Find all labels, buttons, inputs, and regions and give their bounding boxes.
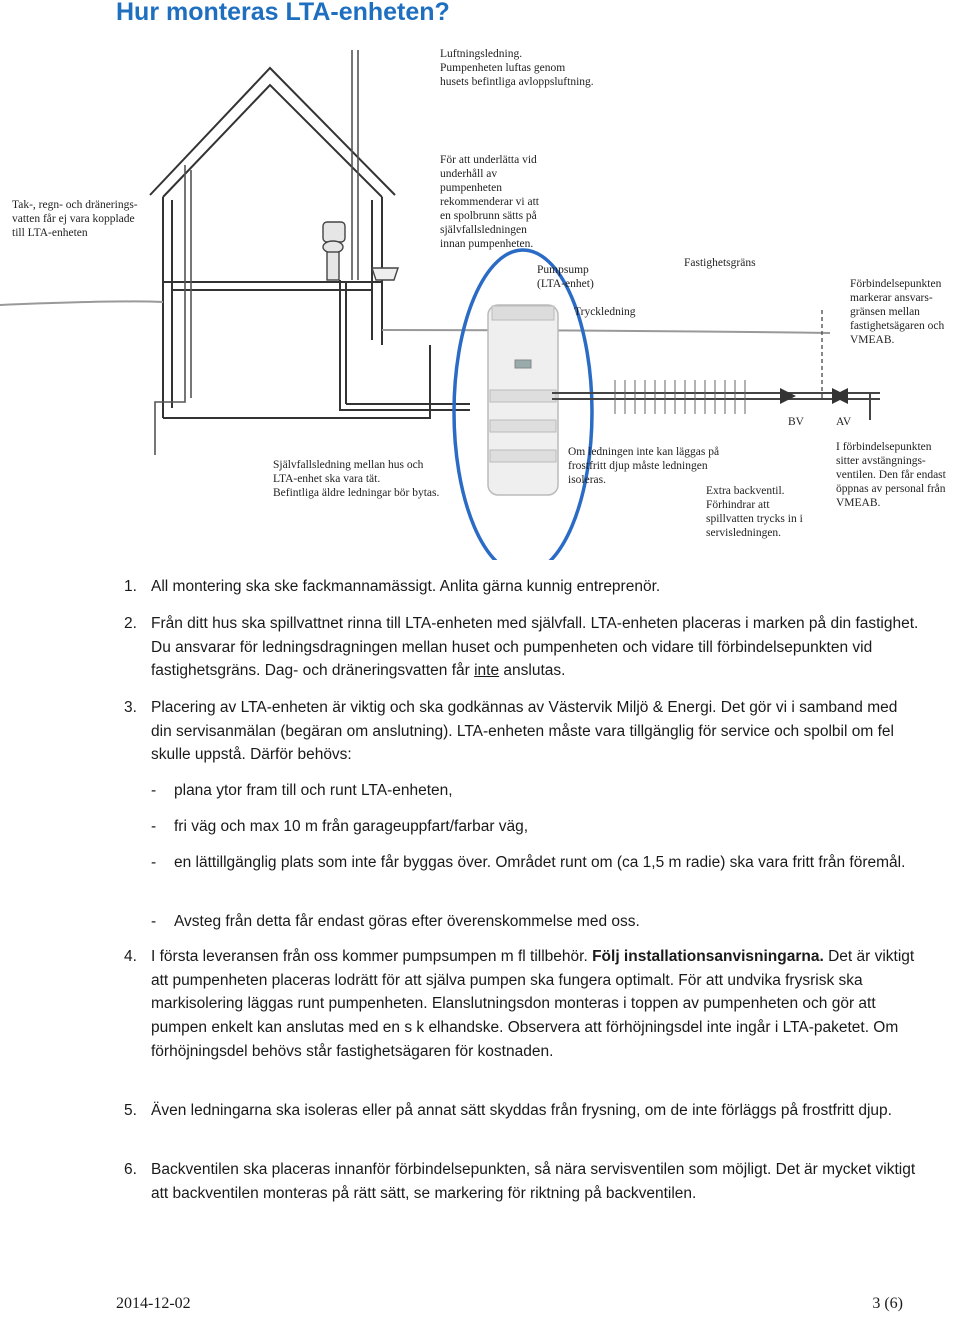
dash-mark: - <box>151 854 157 871</box>
item-text: Även ledningarna ska isoleras eller på annat sätt skyddas från frysning, om de inte förläggs på frostfritt djup. <box>151 1102 892 1119</box>
item-text: Från ditt hus ska spillvattnet rinna till LTA-enheten med självfall. LTA-enheten placeras i marken på din fastighet. Du ansvarar för ledningsdragningen mellan huset och pumpenheten och vidare till förbindelsepunkten vid fastighetsgräns. Dag- och dräneringsvatten får <box>151 615 919 680</box>
list-item-4 <box>124 945 921 1064</box>
footer-page-number: 3 (6) <box>872 1295 903 1312</box>
label-ex-4: servisledningen. <box>706 527 782 539</box>
requirement-item <box>151 851 911 875</box>
house-outline <box>150 68 430 418</box>
label-fp-2: markerar ansvars- <box>850 292 933 304</box>
list-item-5 <box>124 1099 921 1123</box>
label-om-1: Om ledningen inte kan läggas på <box>568 446 720 458</box>
valve-icon <box>780 388 848 404</box>
item-number: 2. <box>124 615 137 632</box>
label-forr-4: rekommenderar vi att <box>440 196 539 208</box>
ground-line <box>0 301 830 333</box>
label-fp-9: öppnas av personal från <box>836 483 946 495</box>
label-fast: Fastighetsgräns <box>684 257 756 269</box>
label-bv: BV <box>788 416 804 428</box>
label-forr-1: För att underlätta vid <box>440 154 537 166</box>
diagram-labels <box>12 48 947 539</box>
label-luft-2: Pumpenheten luftas genom <box>440 62 566 74</box>
label-pump-1: Pumpsump <box>537 264 589 276</box>
item-number: 6. <box>124 1161 137 1178</box>
dash-mark: - <box>151 782 157 799</box>
item-text-end: Det är viktigt att pumpenheten placeras lodrätt för att själva pumpen ska fungera optimalt. För att undvika frysrisk ska markisolering läggas runt pumpenheten. Elanslutningsdon monteras i toppen av pumpenheten och gör att pumpen enkelt kan anslutas med en s k elhandske. Observera att förhöjningsdel inte ingår i LTA-paketet. Om förhöjningsdel behövs står fastighetsägaren för kostnaden. <box>151 948 915 1060</box>
label-ex-1: Extra backventil. <box>706 485 785 497</box>
item-text-end: anslutas. <box>499 662 566 680</box>
label-forr-3: pumpenheten <box>440 182 502 194</box>
item-number: 1. <box>124 578 137 595</box>
pump-unit <box>488 305 558 495</box>
label-fp-5: VMEAB. <box>850 334 895 346</box>
label-fp-1: Förbindelsepunkten <box>850 278 942 290</box>
label-fp-3: gränsen mellan <box>850 306 920 318</box>
label-forr-6: självfallsledningen <box>440 224 527 236</box>
requirement-item <box>151 910 911 934</box>
dash-mark: - <box>151 913 157 930</box>
footer-date: 2014-12-02 <box>116 1295 191 1312</box>
item-number: 4. <box>124 948 137 965</box>
label-self-2: LTA-enhet ska vara tät. <box>273 473 381 485</box>
vent-pipe <box>352 50 358 280</box>
item-text-underlined: inte <box>474 662 500 680</box>
label-fp-8: ventilen. Den får endast <box>836 469 946 481</box>
label-fp-10: VMEAB. <box>836 497 881 509</box>
label-ex-2: Förhindrar att <box>706 499 770 511</box>
label-tak-1: Tak-, regn- och dränerings- <box>12 199 138 211</box>
label-forr-7: innan pumpenheten. <box>440 238 534 250</box>
item-text-bold: Följ installationsanvisningarna. <box>592 948 824 965</box>
label-tak-3: till LTA-enheten <box>12 227 88 239</box>
label-self-1: Självfallsledning mellan hus och <box>273 459 424 471</box>
label-ex-3: spillvatten trycks in i <box>706 513 803 525</box>
page-title: Hur monteras LTA-enheten? <box>116 0 450 26</box>
requirement-item <box>151 815 911 839</box>
item-text: All montering ska ske fackmannamässigt. Anlita gärna kunnig entreprenör. <box>151 578 661 595</box>
requirement-item <box>151 779 911 803</box>
label-forr-5: en spolbrunn sätts på <box>440 210 537 222</box>
label-pump-2: (LTA-enhet) <box>537 278 594 290</box>
label-self-3: Befintliga äldre ledningar bör bytas. <box>273 487 440 499</box>
insulation-hatch <box>615 380 745 414</box>
label-tryck: Tryckledning <box>574 306 636 318</box>
label-luft-3: husets befintliga avloppsluftning. <box>440 76 594 88</box>
item-text: Placering av LTA-enheten är viktig och ska godkännas av Västervik Miljö & Energi. Det gör vi i samband med din servisanmälan (begäran om anslutning). LTA-enheten måste vara tillgänglig för service och spolbil om fel skulle uppstå. Därför behövs: <box>151 699 898 764</box>
item-number: 3. <box>124 699 137 716</box>
list-item-2 <box>124 612 921 683</box>
item-text: I första leveransen från oss kommer pumpsumpen m fl tillbehör. <box>151 948 593 965</box>
requirement-text: plana ytor fram till och runt LTA-enheten, <box>174 782 453 799</box>
requirement-text: fri väg och max 10 m från garageuppfart/farbar väg, <box>174 818 529 835</box>
label-fp-4: fastighetsägaren och <box>850 320 945 332</box>
label-tak-2: vatten får ej vara kopplade <box>12 213 135 225</box>
requirement-text: Avsteg från detta får endast göras efter överenskommelse med oss. <box>174 913 640 930</box>
dash-mark: - <box>151 818 157 835</box>
requirement-text: en lättillgänglig plats som inte får byggas över. Området runt om (ca 1,5 m radie) ska vara fritt från föremål. <box>174 854 906 871</box>
label-fp-7: sitter avstängnings- <box>836 455 926 467</box>
sink-icon <box>372 268 398 280</box>
sewer-line <box>340 280 470 410</box>
label-luft-1: Luftningsledning. <box>440 48 523 60</box>
list-item-3 <box>124 696 921 767</box>
item-number: 5. <box>124 1102 137 1119</box>
toilet-icon <box>323 222 345 280</box>
label-fp-6: I förbindelsepunkten <box>836 441 932 453</box>
list-item-6 <box>124 1158 921 1205</box>
list-item-1 <box>124 575 921 599</box>
installation-diagram <box>0 40 960 560</box>
pressure-line <box>552 393 880 420</box>
label-om-2: frostfritt djup måste ledningen <box>568 460 708 472</box>
item-text: Backventilen ska placeras innanför förbindelsepunkten, så nära servisventilen som möjligt. Det är mycket viktigt att backventilen monteras på rätt sätt, se markering för riktning på backventilen. <box>151 1161 916 1202</box>
label-forr-2: underhåll av <box>440 168 498 180</box>
label-av: AV <box>836 416 852 428</box>
label-om-3: isoleras. <box>568 474 607 486</box>
